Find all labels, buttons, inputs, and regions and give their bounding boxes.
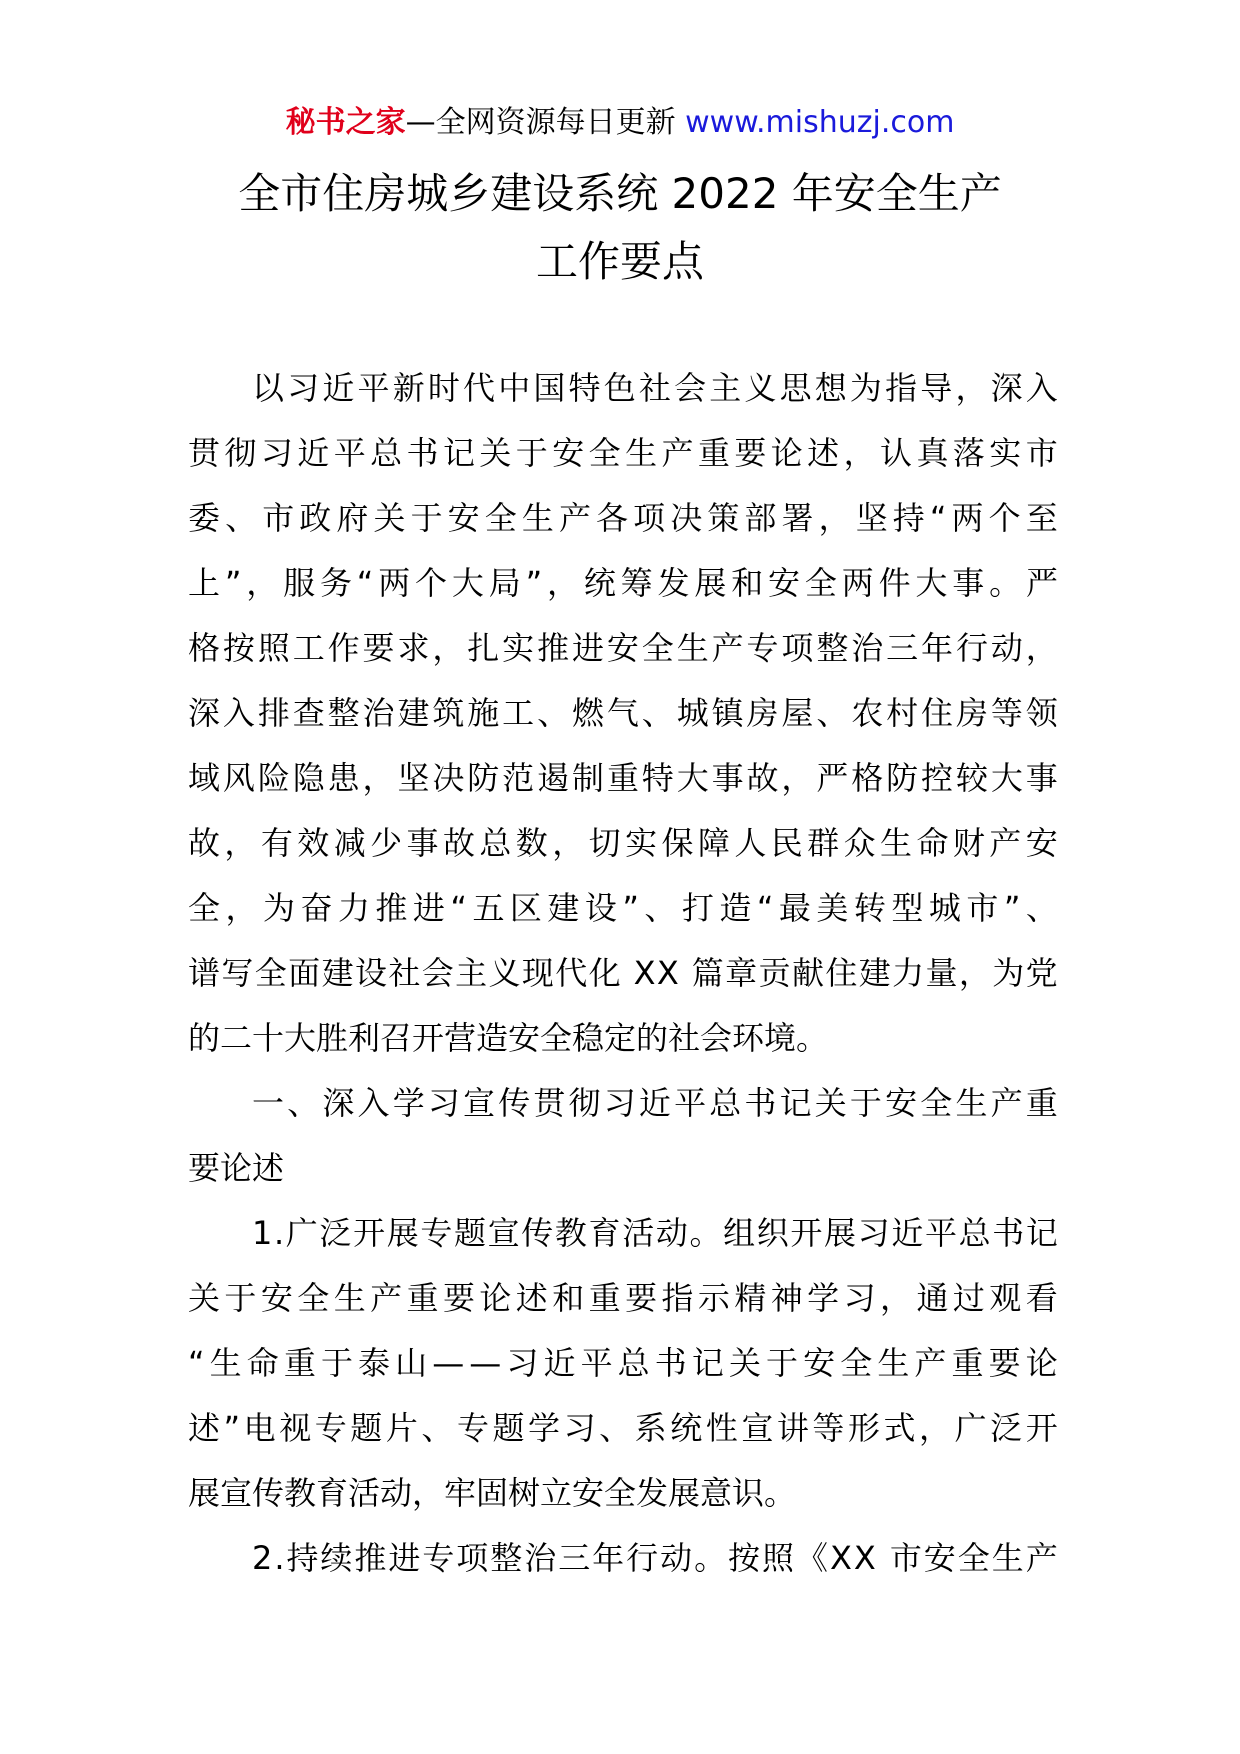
body-line: 2 . 持 续 推 进 专 项 整 治 三 年 行 动 。 按 照 《 X X 市 安 全 生 产 [252, 1539, 1058, 1577]
header-tagline: —全网资源每日更新 [405, 105, 686, 140]
site-url-link[interactable]: www.mishuzj.com [685, 105, 955, 140]
body-line: 述 ” 电 视 专 题 片 、 专 题 学 习 、 系 统 性 宣 讲 等 形 式 ， 广 泛 开 [188, 1409, 1058, 1447]
body-line: 域 风 险 隐 患 ， 坚 决 防 范 遏 制 重 特 大 事 故 ， 严 格 防 控 较 大 事 [188, 759, 1058, 797]
body-line: 谱 写 全 面 建 设 社 会 主 义 现 代 化 X X 篇 章 贡 献 住 建 力 量 ， 为 党 [188, 954, 1058, 992]
body-line: 贯 彻 习 近 平 总 书 记 关 于 安 全 生 产 重 要 论 述 ， 认 真 落 实 市 [188, 434, 1058, 472]
body-line: 深 入 排 查 整 治 建 筑 施 工 、 燃 气 、 城 镇 房 屋 、 农 村 住 房 等 领 [188, 694, 1058, 732]
body-line: 的二十大胜利召开营造安全稳定的社会环境。 [188, 1019, 829, 1057]
body-line: 委 、 市 政 府 关 于 安 全 生 产 各 项 决 策 部 署 ， 坚 持 “ 两 个 至 [188, 499, 1058, 537]
body-line: 一 、 深 入 学 习 宣 传 贯 彻 习 近 平 总 书 记 关 于 安 全 生 产 重 [252, 1084, 1058, 1122]
body-line: 要论述 [188, 1149, 285, 1187]
body-line: 展宣传教育活动，牢固树立安全发展意识。 [188, 1474, 797, 1512]
brand-name: 秘书之家 [285, 105, 406, 140]
site-header [0, 103, 1240, 143]
body-line: 故 ， 有 效 减 少 事 故 总 数 ， 切 实 保 障 人 民 群 众 生 命 财 产 安 [188, 824, 1058, 862]
body-line: 全 ， 为 奋 力 推 进 “ 五 区 建 设 ” 、 打 造 “ 最 美 转 型 城 市 ” 、 [188, 889, 1058, 927]
body-line: 关 于 安 全 生 产 重 要 论 述 和 重 要 指 示 精 神 学 习 ， 通 过 观 看 [188, 1279, 1058, 1317]
body-line: 上 ” ， 服 务 “ 两 个 大 局 ” ， 统 筹 发 展 和 安 全 两 件 大 事 。 严 [188, 564, 1058, 602]
body-line: 格 按 照 工 作 要 求 ， 扎 实 推 进 安 全 生 产 专 项 整 治 三 年 行 动 ， [188, 629, 1058, 667]
document-title [0, 160, 1240, 296]
body-line: 1 . 广 泛 开 展 专 题 宣 传 教 育 活 动 。 组 织 开 展 习 近 平 总 书 记 [252, 1214, 1058, 1252]
body-line: “ 生 命 重 于 泰 山 — — 习 近 平 总 书 记 关 于 安 全 生 产 重 要 论 [188, 1344, 1058, 1382]
document-body [188, 356, 1058, 1591]
body-line: 以 习 近 平 新 时 代 中 国 特 色 社 会 主 义 思 想 为 指 导 ， 深 入 [252, 369, 1058, 407]
title-line-1: 全市住房城乡建设系统 2022 年安全生产 [238, 169, 1002, 218]
title-line-2: 工作要点 [535, 237, 704, 286]
